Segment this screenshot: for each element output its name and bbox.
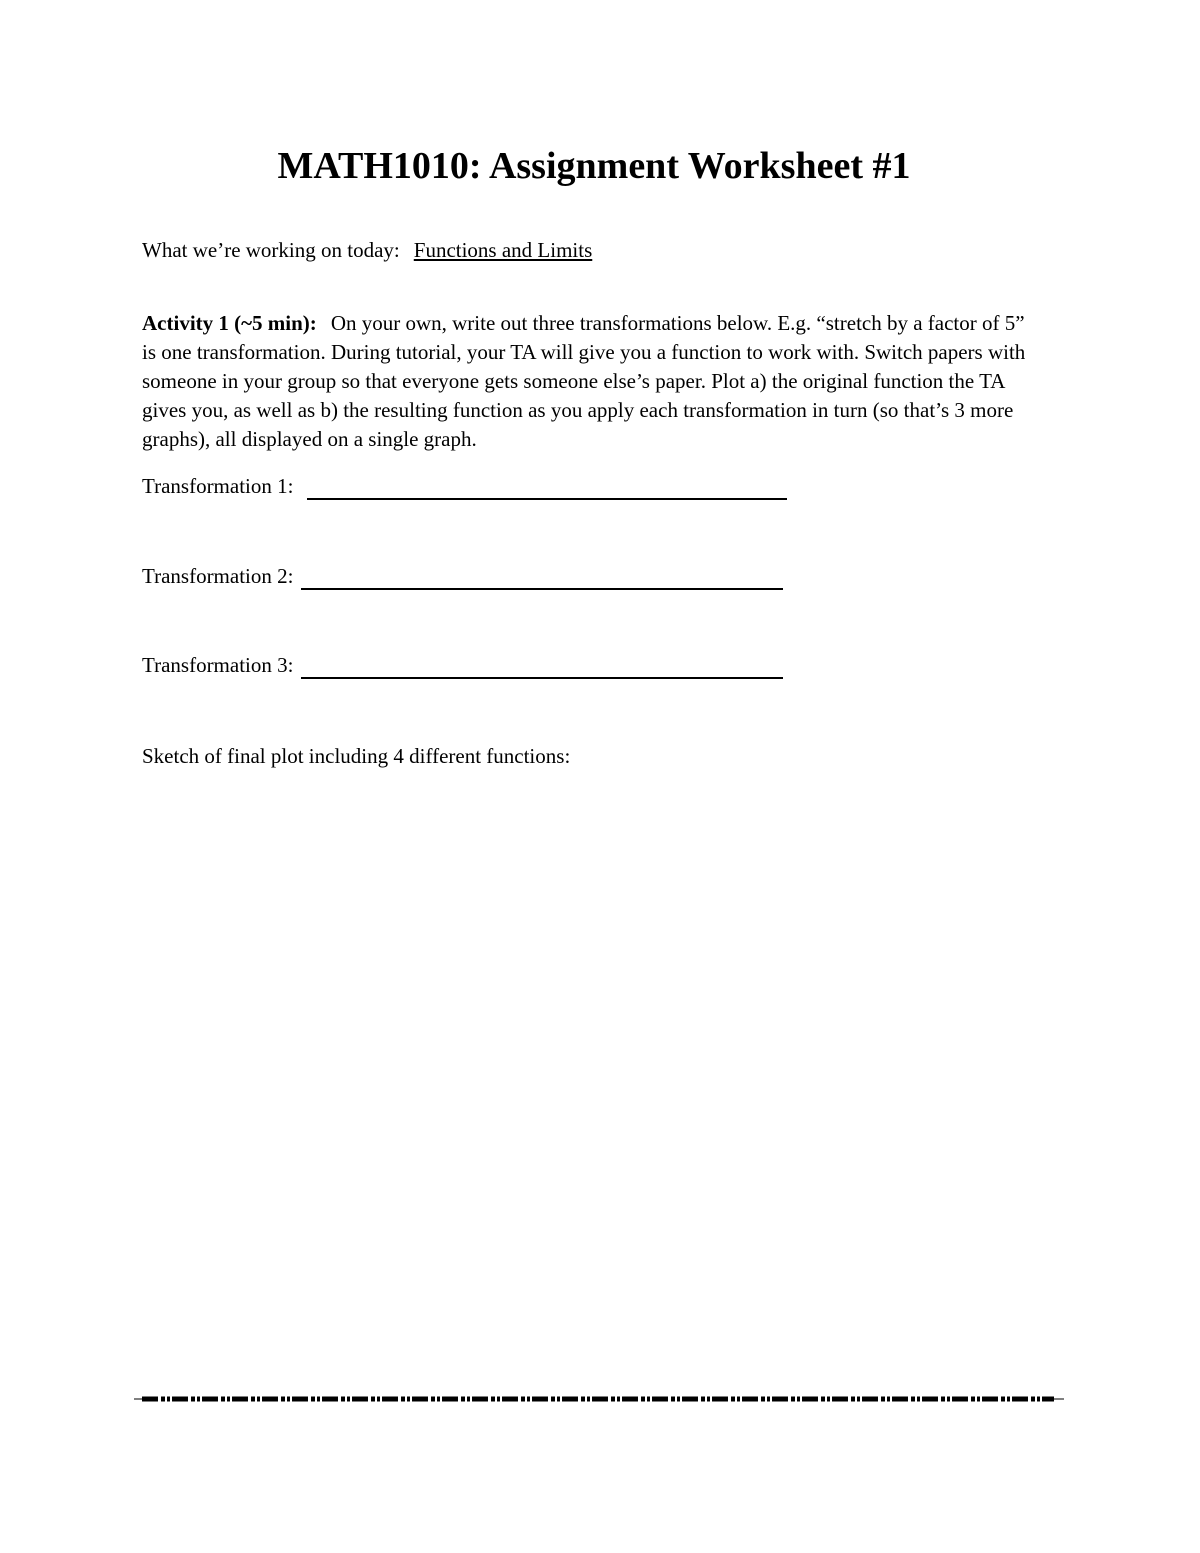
sketch-area[interactable] xyxy=(142,780,1042,1370)
activity-1-heading: Activity 1 (~5 min): xyxy=(142,311,317,335)
transformation-1-label: Transformation 1: xyxy=(142,474,294,498)
dashed-cut-line xyxy=(134,1394,1064,1404)
transformation-3-answer-field[interactable] xyxy=(301,655,783,679)
transformation-3-label: Transformation 3: xyxy=(142,653,294,677)
activity-1-block xyxy=(142,309,1042,454)
page-title: MATH1010: Assignment Worksheet #1 xyxy=(277,145,911,187)
sketch-label: Sketch of final plot including 4 different functions: xyxy=(142,744,571,768)
transformation-1-row xyxy=(142,472,787,500)
topic-label: What we’re working on today: xyxy=(142,238,400,262)
transformation-2-answer-field[interactable] xyxy=(301,566,783,590)
activity-1-instructions: On your own, write out three transformations below. E.g. “stretch by a factor of 5” is one transformation. During tutorial, your TA will give you a function to work with. Switch papers with someone in your group so that everyone gets someone else’s paper. Plot a) the original function the TA gives you, as well as b) the resulting function as you apply each transformation in turn (so that’s 3 more graphs), all displayed on a single graph. xyxy=(142,311,1026,451)
transformation-2-row xyxy=(142,562,783,590)
transformation-3-row xyxy=(142,651,783,679)
topic-line xyxy=(142,236,592,264)
transformation-1-answer-field[interactable] xyxy=(307,476,787,500)
topic-value: Functions and Limits xyxy=(413,238,593,262)
transformation-2-label: Transformation 2: xyxy=(142,564,294,588)
